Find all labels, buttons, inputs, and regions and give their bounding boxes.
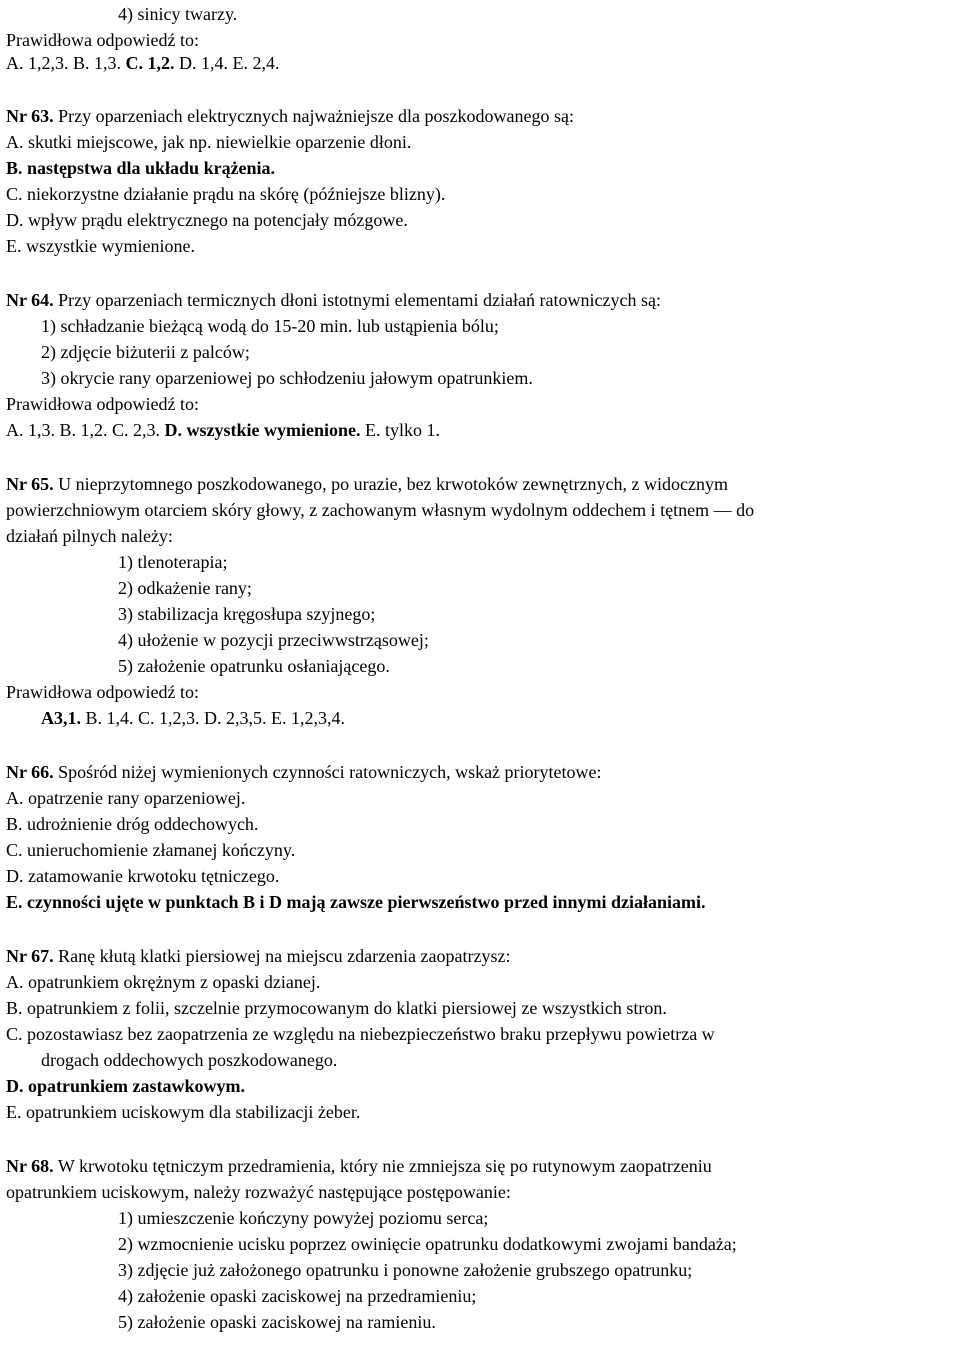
option-b: B. opatrunkiem z folii, szczelnie przymocowanym do klatki piersiowej ze wszystkich stron. [6, 998, 667, 1018]
list-item: 2) wzmocnienie ucisku poprzez owinięcie opatrunku dodatkowymi zwojami bandaża; [118, 1234, 737, 1254]
option-d-correct: D. opatrunkiem zastawkowym. [6, 1076, 246, 1096]
answer-label: Prawidłowa odpowiedź to: [6, 30, 199, 50]
option-d: D. zatamowanie krwotoku tętniczego. [6, 866, 280, 886]
list-item: 1) umieszczenie kończyny powyżej poziomu serca; [118, 1208, 489, 1228]
list-item: 5) założenie opatrunku osłaniającego. [118, 656, 390, 676]
answer-line: A. 1,2,3. B. 1,3. C. 1,2. D. 1,4. E. 2,4. [6, 53, 280, 73]
list-item: 4) ułożenie w pozycji przeciwwstrząsowej; [118, 630, 429, 650]
list-item: 3) stabilizacja kręgosłupa szyjnego; [118, 604, 376, 624]
question-63: Nr 63. Przy oparzeniach elektrycznych najważniejsze dla poszkodowanego są: [6, 106, 574, 126]
option-c-continuation: drogach oddechowych poszkodowanego. [41, 1050, 338, 1070]
option-b-correct: B. następstwa dla układu krążenia. [6, 158, 276, 178]
list-item: 1) tlenoterapia; [118, 552, 228, 572]
list-item: 3) zdjęcie już założonego opatrunku i ponowne założenie grubszego opatrunku; [118, 1260, 693, 1280]
list-item: 4) założenie opaski zaciskowej na przedramieniu; [118, 1286, 477, 1306]
question-66: Nr 66. Spośród niżej wymienionych czynności ratowniczych, wskaż priorytetowe: [6, 762, 602, 782]
question-68: Nr 68. W krwotoku tętniczym przedramienia, który nie zmniejsza się po rutynowym zaopatrzeniu [6, 1156, 712, 1176]
answer-label: Prawidłowa odpowiedź to: [6, 394, 199, 414]
option-a: A. opatrzenie rany oparzeniowej. [6, 788, 246, 808]
question-67: Nr 67. Ranę kłutą klatki piersiowej na miejscu zdarzenia zaopatrzysz: [6, 946, 511, 966]
correct-answer: C. 1,2. [125, 53, 175, 73]
question-number: Nr 67. [6, 946, 54, 966]
question-number: Nr 63. [6, 106, 54, 126]
option-a: A. opatrunkiem okrężnym z opaski dzianej. [6, 972, 321, 992]
list-item: 2) zdjęcie biżuterii z palców; [41, 342, 250, 362]
correct-answer: A3,1. [41, 708, 81, 728]
list-item: 1) schładzanie bieżącą wodą do 15-20 min. lub ustąpienia bólu; [41, 316, 499, 336]
list-item: 3) okrycie rany oparzeniowej po schłodzeniu jałowym opatrunkiem. [41, 368, 533, 388]
question-number: Nr 65. [6, 474, 54, 494]
option-c: C. pozostawiasz bez zaopatrzenia ze względu na niebezpieczeństwo braku przepływu powietrza w [6, 1024, 715, 1044]
option-e-correct: E. czynności ujęte w punktach B i D mają zawsze pierwszeństwo przed innymi działaniami. [6, 892, 706, 912]
option-c: C. unieruchomienie złamanej kończyny. [6, 840, 296, 860]
question-number: Nr 66. [6, 762, 54, 782]
list-item: 4) sinicy twarzy. [118, 4, 238, 24]
option-b: B. udrożnienie dróg oddechowych. [6, 814, 259, 834]
question-65: Nr 65. U nieprzytomnego poszkodowanego, po urazie, bez krwotoków zewnętrznych, z widocznym [6, 474, 728, 494]
question-68-line-2: opatrunkiem uciskowym, należy rozważyć następujące postępowanie: [6, 1182, 511, 1202]
option-a: A. skutki miejscowe, jak np. niewielkie oparzenie dłoni. [6, 132, 412, 152]
option-c: C. niekorzystne działanie prądu na skórę (późniejsze blizny). [6, 184, 446, 204]
answer-line: A3,1. B. 1,4. C. 1,2,3. D. 2,3,5. E. 1,2,3,4. [41, 708, 346, 728]
option-e: E. wszystkie wymienione. [6, 236, 195, 256]
option-e: E. opatrunkiem uciskowym dla stabilizacji żeber. [6, 1102, 361, 1122]
question-number: Nr 64. [6, 290, 54, 310]
list-item: 5) założenie opaski zaciskowej na ramieniu. [118, 1312, 436, 1332]
question-64: Nr 64. Przy oparzeniach termicznych dłoni istotnymi elementami działań ratowniczych są: [6, 290, 661, 310]
answer-label: Prawidłowa odpowiedź to: [6, 682, 199, 702]
question-65-line-3: działań pilnych należy: [6, 526, 173, 546]
correct-answer: D. wszystkie wymienione. [164, 420, 361, 440]
question-65-line-2: powierzchniowym otarciem skóry głowy, z zachowanym własnym wydolnym oddechem i tętnem — do [6, 500, 755, 520]
answer-line: A. 1,3. B. 1,2. C. 2,3. D. wszystkie wymienione. E. tylko 1. [6, 420, 441, 440]
list-item: 2) odkażenie rany; [118, 578, 252, 598]
question-number: Nr 68. [6, 1156, 54, 1176]
option-d: D. wpływ prądu elektrycznego na potencjały mózgowe. [6, 210, 408, 230]
